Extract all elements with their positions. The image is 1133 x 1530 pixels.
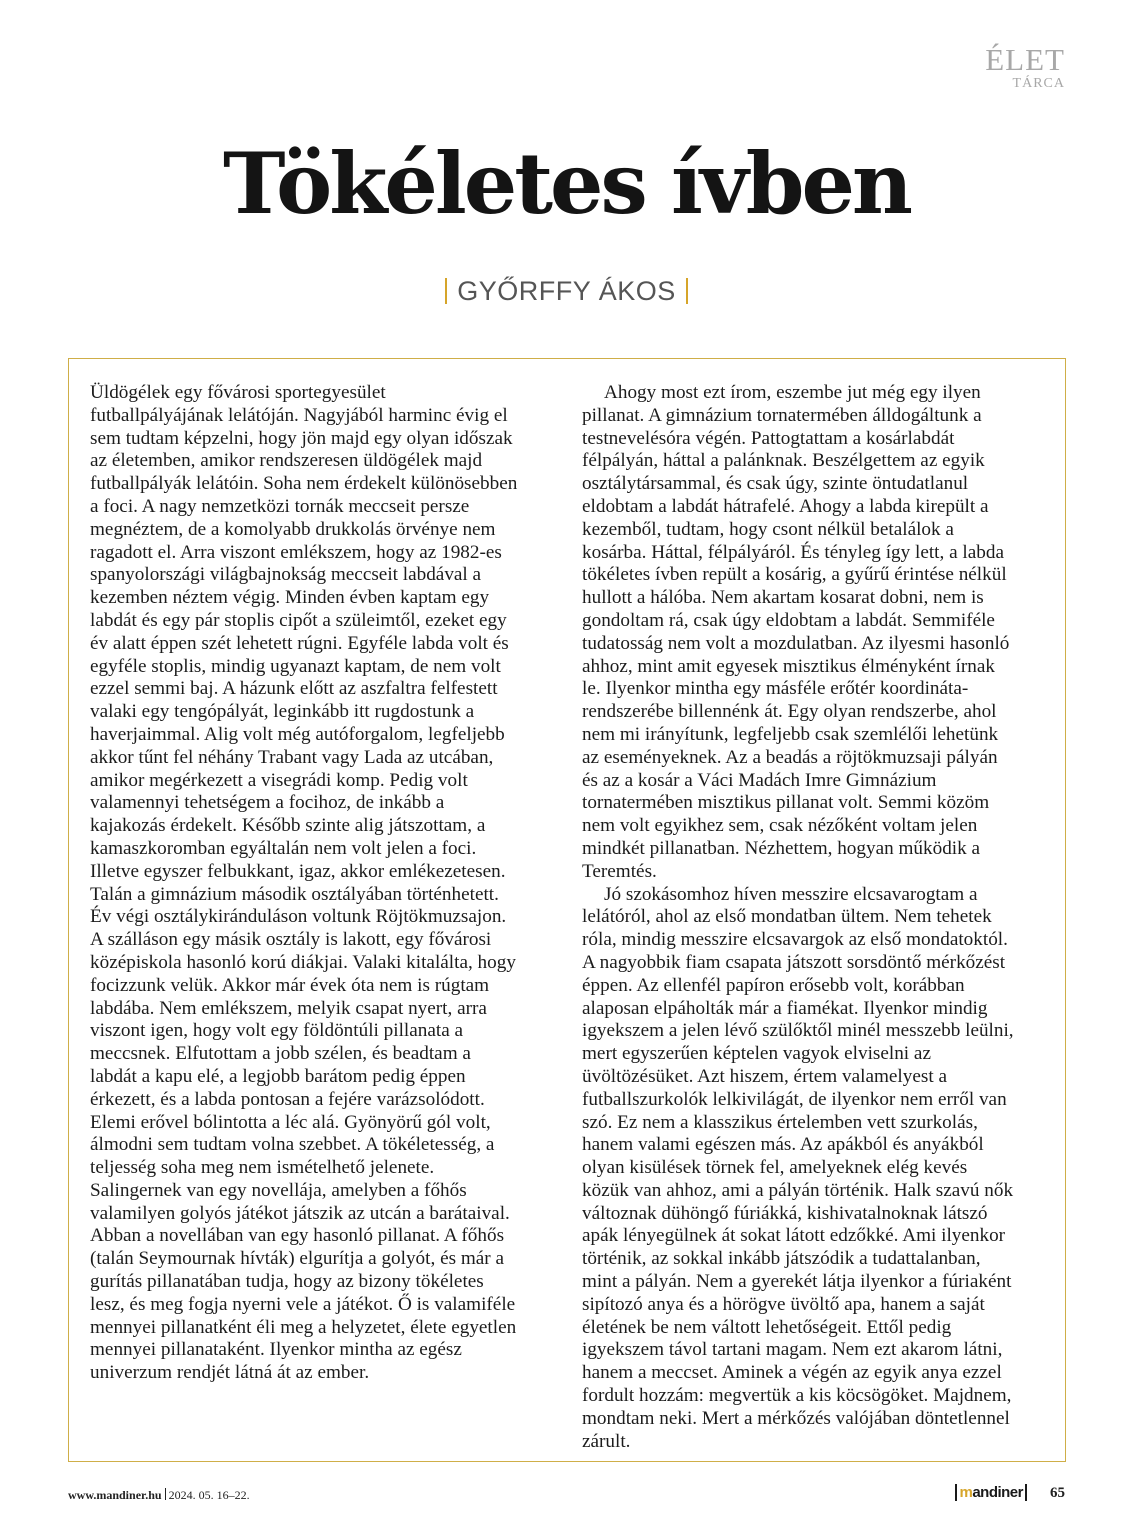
- footer-site-url[interactable]: www.mandiner.hu: [68, 1488, 162, 1502]
- column-left: [90, 382, 522, 1385]
- byline-bar-left: [445, 278, 447, 304]
- footer-separator: [165, 1488, 166, 1500]
- paragraph: Üldögélek egy fővárosi sportegyesület futballpályájának lelátóján. Nagyjából harminc évig el sem tudtam képzelni, hogy jön majd egy olyan időszak az életemben, amikor rendszeresen üldögélek majd futballpályák lelátóin. Soha nem érdekelt különösebben a foci. A nagy nemzetközi tornák meccseit persze megnéztem, de a komolyabb drukkolás örvénye nem ragadott el. Arra viszont emlékszem, hogy az 1982-es spanyolországi világbajnokság meccseit labdával a kezemben néztem végig. Minden évben kaptam egy labdát és egy pár stoplis cipőt a szüleimtől, ezeket egy év alatt éppen szét lehetett rúgni. Egyféle labda volt és egyféle stoplis, mindig ugyanazt kaptam, de nem volt ezzel semmi baj. A házunk előtt az aszfaltra felfestett valaki egy tengópályát, leginkább itt rugdostunk a haverjaimmal. Alig volt még autóforgalom, legfeljebb akkor tűnt fel néhány Trabant vagy Lada az utcában, amikor megérkezett a visegrádi komp. Pedig volt valamennyi tehetségem a focihoz, de inkább a kajakozás érdekelt. Később szinte alig játszottam, a kamaszkoromban egyáltalán nem volt jelen a foci. Illetve egyszer felbukkant, igaz, akkor emlékezetesen. Talán a gimnázium második osztályában történhetett. Év végi osztálykiránduláson voltunk Röjtökmuzsajon. A szálláson egy másik osztály is lakott, egy fővárosi középiskola hasonló korú diákjai. Valaki kitalálta, hogy focizzunk velük. Akkor már évek óta nem is rúgtam labdába. Nem emlékszem, melyik csapat nyert, arra viszont igen, hogy volt egy földöntúli pillanata a meccsnek. Elfutottam a jobb szélen, és beadtam a labdát a kapu elé, a legjobb barátom pedig éppen érkezett, és a labda pontosan a fejére varázsolódott. Elemi erővel bólintotta a léc alá. Gyönyörű gól volt, álmodni sem tudtam volna szebbet. A tökéletesség, a teljesség soha meg nem ismételhető jelenete. Salingernek van egy novellája, amelyben a főhős valamilyen golyós játékot játszik az utcán a barátaival. Abban a novellában van egy hasonló pillanat. A főhős (talán Seymournak hívták) elgurítja a golyót, és már a gurítás pillanatában tudja, hogy az bizony tökéletes lesz, és meg fogja nyerni vele a játékot. Ő is valamiféle mennyei pillanatként éli meg a helyzetet, élete egyetlen mennyei pillanataként. Ilyenkor mintha az egész univerzum rendjét látná át az ember.: [90, 382, 518, 1384]
- paragraph: Ahogy most ezt írom, eszembe jut még egy ilyen pillanat. A gimnázium tornatermében álldogáltunk a testnevelésóra végén. Pattogtattam a kosárlabdát félpályán, háttal a palánknak. Beszélgettem az egyik osztálytársammal, és csak úgy, szinte öntudatlanul eldobtam a labdát hátrafelé. Ahogy a labda kirepült a kezemből, tudtam, hogy csont nélkül betalálok a kosárba. Háttal, félpályáról. És tényleg így lett, a labda tökéletes ívben repült a kosárig, a gyűrű érintése nélkül hullott a hálóba. Nem akartam kosarat dobni, nem is gondoltam rá, csak úgy eldobtam a labdát. Semmiféle tudatosság nem volt a mozdulatban. Az ilyesmi hasonló ahhoz, mint amit egyesek misztikus élményként írnak le. Ilyenkor mintha egy másféle erőtér koordináta-rendszerébe billennénk át. Egy olyan rendszerbe, ahol nem mi irányítunk, legfeljebb csak szemlélői lehetünk az eseményeknek. Az a beadás a röjtökmuzsaji pályán és az a kosár a Váci Madách Imre Gimnázium tornatermében misztikus pillanat volt. Semmi közöm nem volt egyikhez sem, csak nézőként voltam jelen mindkét pillanatban. Nézhettem, hogyan működik a Teremtés.: [582, 382, 1010, 882]
- section-main: ÉLET: [985, 42, 1065, 77]
- article-title: Tökéletes ívben: [223, 134, 910, 233]
- footer-right: [955, 1484, 1065, 1502]
- section-sub: TÁRCA: [1012, 76, 1065, 91]
- brand-rest: andiner: [972, 1484, 1023, 1501]
- brand-logo: [955, 1484, 1027, 1501]
- column-right: [582, 382, 1014, 1453]
- page-number: 65: [1050, 1485, 1065, 1501]
- author-byline: [0, 276, 1133, 307]
- paragraph: Jó szokásomhoz híven messzire elcsavarogtam a lelátóról, ahol az első mondatban ültem. Nem tehetek róla, mindig messzire elcsavargok az első mondatoktól. A nagyobbik fiam csapata játszott sorsdöntő mérkőzést éppen. Az ellenfél papíron erősebb volt, korábban alaposan elpáholták már a fiamékat. Ilyenkor mindig igyekszem a jelen lévő szülőktől minél messzebb leülni, mert egyszerűen képtelen vagyok elviselni az üvöltözésüket. Azt hiszem, értem valamelyest a futballszurkolók lelkivilágát, de ilyenkor nem erről van szó. Ez nem a klasszikus értelemben vett szurkolás, hanem valami egészen más. Az apákból és anyákból olyan kisülések törnek fel, amelyeknek elég kevés közük van ahhoz, ami a pályán történik. Halk szavú nők változnak dühöngő fúriákká, kishivatalnoknak látszó apák lényegülnek át sokat látott edzőkké. Ami ilyenkor történik, az sokkal inkább játszódik a tudattalanban, mint a pályán. Nem a gyerekét látja ilyenkor a fúriaként sipítozó anya és a hörögve üvöltő apa, hanem a saját életének be nem váltott lehetőségeit. Ettől pedig igyekszem távol tartani magam. Nem ezt akarom látni, hanem a meccset. Aminek a végén az egyik anya ezzel fordult hozzám: megvertük a kis köcsögöket. Majdnem, mondtam neki. Mert a mérkőzés valójában döntetlennel zárult.: [582, 883, 1014, 1452]
- brand-initial: m: [959, 1484, 973, 1501]
- author-name: GYŐRFFY ÁKOS: [457, 276, 676, 306]
- byline-bar-right: [686, 278, 688, 304]
- footer-date: 2024. 05. 16–22.: [168, 1488, 250, 1502]
- section-label: [985, 44, 1065, 91]
- page-footer: [68, 1484, 1065, 1508]
